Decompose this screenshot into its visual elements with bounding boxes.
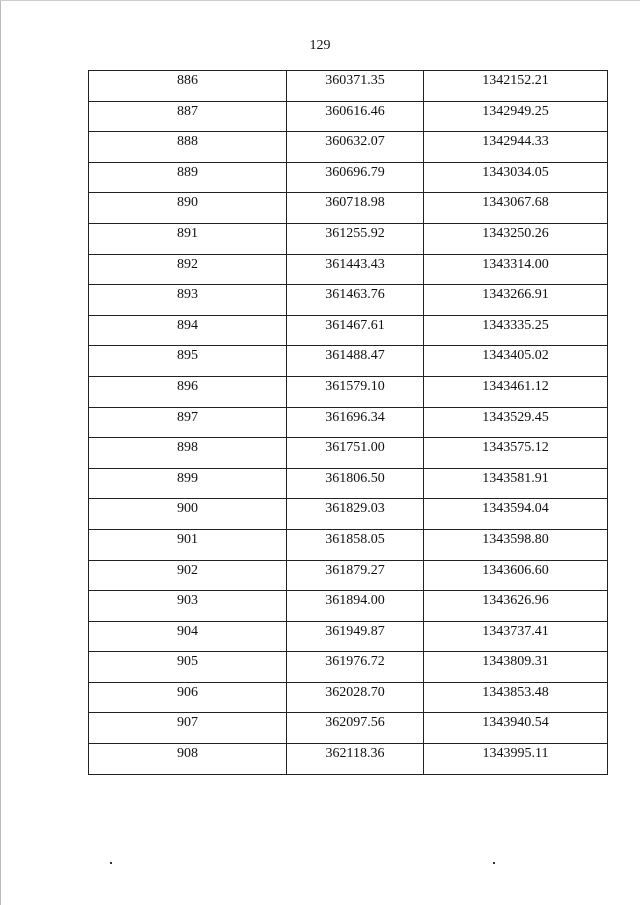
y-coordinate-cell: 1342949.25 bbox=[424, 101, 608, 132]
y-coordinate-cell: 1343405.02 bbox=[424, 346, 608, 377]
x-coordinate-cell: 361579.10 bbox=[287, 376, 424, 407]
coordinate-table bbox=[88, 70, 608, 775]
point-id-cell: 893 bbox=[89, 285, 287, 316]
table-row bbox=[89, 499, 608, 530]
x-coordinate-cell: 361976.72 bbox=[287, 652, 424, 683]
point-id-cell: 891 bbox=[89, 223, 287, 254]
table-row bbox=[89, 468, 608, 499]
x-coordinate-cell: 360632.07 bbox=[287, 132, 424, 163]
x-coordinate-cell: 360718.98 bbox=[287, 193, 424, 224]
table-row bbox=[89, 529, 608, 560]
x-coordinate-cell: 362118.36 bbox=[287, 744, 424, 775]
table-row bbox=[89, 193, 608, 224]
coordinate-table-body bbox=[89, 71, 608, 775]
point-id-cell: 886 bbox=[89, 71, 287, 102]
table-row bbox=[89, 223, 608, 254]
y-coordinate-cell: 1343737.41 bbox=[424, 621, 608, 652]
y-coordinate-cell: 1343626.96 bbox=[424, 591, 608, 622]
table-row bbox=[89, 652, 608, 683]
table-row bbox=[89, 744, 608, 775]
y-coordinate-cell: 1343034.05 bbox=[424, 162, 608, 193]
x-coordinate-cell: 361751.00 bbox=[287, 438, 424, 469]
y-coordinate-cell: 1343581.91 bbox=[424, 468, 608, 499]
y-coordinate-cell: 1342152.21 bbox=[424, 71, 608, 102]
x-coordinate-cell: 360371.35 bbox=[287, 71, 424, 102]
table-row bbox=[89, 682, 608, 713]
point-id-cell: 896 bbox=[89, 376, 287, 407]
point-id-cell: 889 bbox=[89, 162, 287, 193]
x-coordinate-cell: 361696.34 bbox=[287, 407, 424, 438]
page-edge-left bbox=[0, 0, 1, 905]
x-coordinate-cell: 361829.03 bbox=[287, 499, 424, 530]
y-coordinate-cell: 1343266.91 bbox=[424, 285, 608, 316]
point-id-cell: 888 bbox=[89, 132, 287, 163]
y-coordinate-cell: 1343461.12 bbox=[424, 376, 608, 407]
point-id-cell: 903 bbox=[89, 591, 287, 622]
point-id-cell: 908 bbox=[89, 744, 287, 775]
x-coordinate-cell: 362097.56 bbox=[287, 713, 424, 744]
x-coordinate-cell: 361879.27 bbox=[287, 560, 424, 591]
point-id-cell: 898 bbox=[89, 438, 287, 469]
table-row bbox=[89, 621, 608, 652]
x-coordinate-cell: 360616.46 bbox=[287, 101, 424, 132]
y-coordinate-cell: 1343594.04 bbox=[424, 499, 608, 530]
page-edge-top bbox=[0, 0, 640, 1]
x-coordinate-cell: 361443.43 bbox=[287, 254, 424, 285]
table-row bbox=[89, 591, 608, 622]
y-coordinate-cell: 1343853.48 bbox=[424, 682, 608, 713]
x-coordinate-cell: 361894.00 bbox=[287, 591, 424, 622]
point-id-cell: 906 bbox=[89, 682, 287, 713]
point-id-cell: 890 bbox=[89, 193, 287, 224]
table-row bbox=[89, 101, 608, 132]
x-coordinate-cell: 361858.05 bbox=[287, 529, 424, 560]
x-coordinate-cell: 361255.92 bbox=[287, 223, 424, 254]
point-id-cell: 887 bbox=[89, 101, 287, 132]
point-id-cell: 902 bbox=[89, 560, 287, 591]
point-id-cell: 900 bbox=[89, 499, 287, 530]
x-coordinate-cell: 361949.87 bbox=[287, 621, 424, 652]
scan-dot-right bbox=[493, 862, 495, 864]
y-coordinate-cell: 1343335.25 bbox=[424, 315, 608, 346]
point-id-cell: 899 bbox=[89, 468, 287, 499]
table-row bbox=[89, 713, 608, 744]
point-id-cell: 901 bbox=[89, 529, 287, 560]
point-id-cell: 895 bbox=[89, 346, 287, 377]
table-row bbox=[89, 560, 608, 591]
y-coordinate-cell: 1343940.54 bbox=[424, 713, 608, 744]
page-number: 129 bbox=[309, 38, 331, 53]
table-row bbox=[89, 438, 608, 469]
table-row bbox=[89, 162, 608, 193]
scan-dot-left bbox=[110, 862, 112, 864]
x-coordinate-cell: 361467.61 bbox=[287, 315, 424, 346]
y-coordinate-cell: 1343598.80 bbox=[424, 529, 608, 560]
x-coordinate-cell: 361806.50 bbox=[287, 468, 424, 499]
x-coordinate-cell: 362028.70 bbox=[287, 682, 424, 713]
point-id-cell: 907 bbox=[89, 713, 287, 744]
point-id-cell: 892 bbox=[89, 254, 287, 285]
point-id-cell: 894 bbox=[89, 315, 287, 346]
point-id-cell: 897 bbox=[89, 407, 287, 438]
x-coordinate-cell: 361488.47 bbox=[287, 346, 424, 377]
y-coordinate-cell: 1343809.31 bbox=[424, 652, 608, 683]
y-coordinate-cell: 1343067.68 bbox=[424, 193, 608, 224]
point-id-cell: 904 bbox=[89, 621, 287, 652]
x-coordinate-cell: 360696.79 bbox=[287, 162, 424, 193]
point-id-cell: 905 bbox=[89, 652, 287, 683]
table-row bbox=[89, 285, 608, 316]
y-coordinate-cell: 1343529.45 bbox=[424, 407, 608, 438]
y-coordinate-cell: 1343606.60 bbox=[424, 560, 608, 591]
y-coordinate-cell: 1342944.33 bbox=[424, 132, 608, 163]
table-row bbox=[89, 315, 608, 346]
y-coordinate-cell: 1343575.12 bbox=[424, 438, 608, 469]
y-coordinate-cell: 1343995.11 bbox=[424, 744, 608, 775]
table-row bbox=[89, 407, 608, 438]
table-row bbox=[89, 254, 608, 285]
y-coordinate-cell: 1343250.26 bbox=[424, 223, 608, 254]
table-row bbox=[89, 346, 608, 377]
table-row bbox=[89, 71, 608, 102]
x-coordinate-cell: 361463.76 bbox=[287, 285, 424, 316]
table-row bbox=[89, 132, 608, 163]
y-coordinate-cell: 1343314.00 bbox=[424, 254, 608, 285]
table-row bbox=[89, 376, 608, 407]
